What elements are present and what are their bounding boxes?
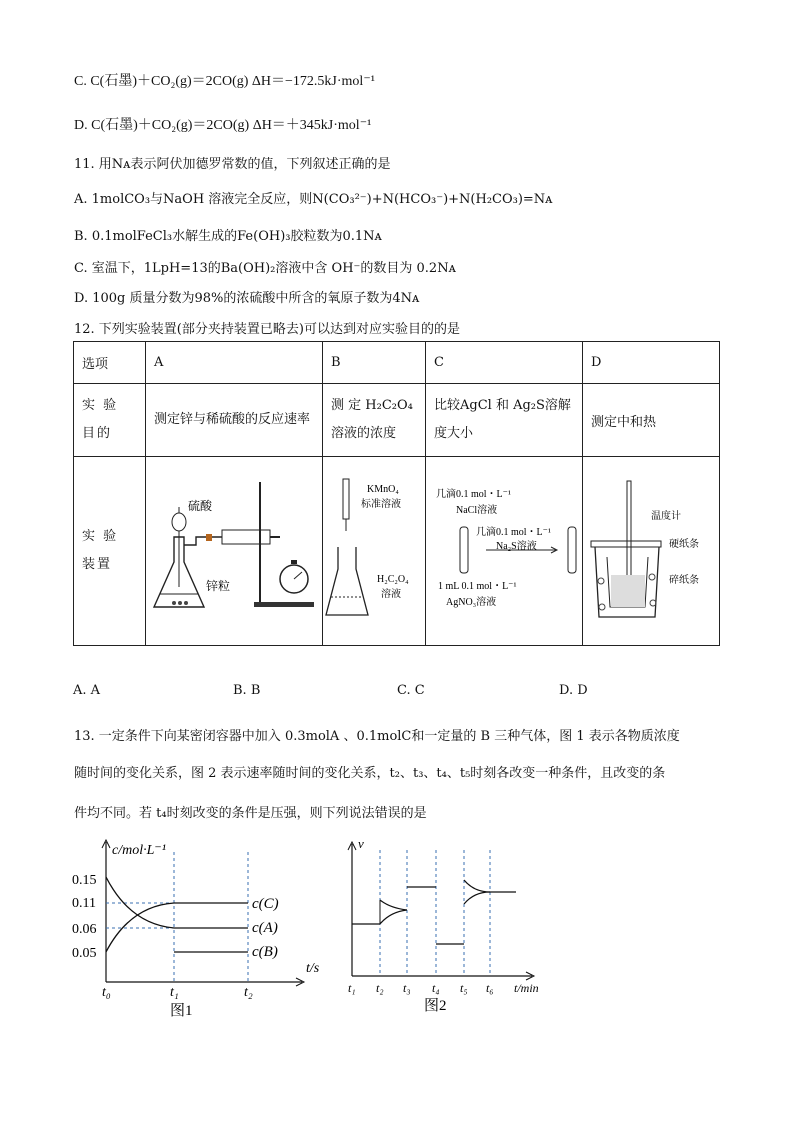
header-cell: D xyxy=(583,342,720,384)
fig2-xtick: t₄ xyxy=(432,981,440,995)
option-b[interactable]: B. B xyxy=(233,683,261,698)
header-cell: 选项 xyxy=(74,342,146,384)
label-c2: NaCl溶液 xyxy=(456,505,498,516)
q13-line-3: 件均不同。若 t₄时刻改变的条件是压强，则下列说法错误的是 xyxy=(74,806,427,821)
device-b-cell xyxy=(323,457,426,646)
q13-line-2: 随时间的变化关系，图 2 表示速率随时间的变化关系，t₂、t₃、t₄、t₅时刻各改变一种条件，且改变的条 xyxy=(74,766,666,781)
label-thermometer: 温度计 xyxy=(651,511,681,522)
fig2-xtick: t₁ xyxy=(348,981,356,995)
header-cell: A xyxy=(146,342,323,384)
fig1-xtick: t₂ xyxy=(244,985,253,1000)
fig2-xtick: t₂ xyxy=(376,981,384,995)
experiment-table xyxy=(73,341,720,646)
fig1-caption: 图1 xyxy=(170,1003,193,1019)
purpose-row xyxy=(74,384,720,457)
q11-option-c: C. 室温下，1LpH=13的Ba(OH)₂溶液中含 OH⁻的数目为 0.2Nᴀ xyxy=(74,261,456,276)
purpose-c: 比较AgCl 和 Ag₂S溶解度大小 xyxy=(426,384,583,457)
fig1-ytick: 0.11 xyxy=(72,896,96,911)
fig1-xtick: t₁ xyxy=(170,985,179,1000)
label-acid: 硫酸 xyxy=(188,499,213,513)
q11-option-d: D. 100g 质量分数为98%的浓硫酸中所含的氧原子数为4Nᴀ xyxy=(74,291,420,306)
fig2-xtick: t₃ xyxy=(403,981,411,995)
label-scraps: 碎纸条 xyxy=(669,575,699,586)
label-zinc: 锌粒 xyxy=(206,579,231,593)
series-label: c(B) xyxy=(252,944,278,960)
q10-option-c: C. C(石墨)＋CO₂(g)＝2CO(g) ΔH＝−172.5kJ·mol⁻¹ xyxy=(74,74,375,89)
fig2-caption: 图2 xyxy=(424,998,447,1014)
label-kmno4: KMnO₄ xyxy=(367,484,399,495)
label-c3: 几滴0.1 mol・L⁻¹ xyxy=(476,527,551,538)
purpose-label: 实 验 目的 xyxy=(74,384,146,457)
device-label: 实 验 装置 xyxy=(74,457,146,646)
label-c5: 1 mL 0.1 mol・L⁻¹ xyxy=(438,581,517,592)
q13-line-1: 13. 一定条件下向某密闭容器中加入 0.3molA 、0.1molC和一定量的 B 三种气体，图 1 表示各物质浓度 xyxy=(74,729,680,744)
label-c4: Na₂S溶液 xyxy=(496,541,537,552)
series-label: c(A) xyxy=(252,920,278,936)
device-c-cell xyxy=(426,457,583,646)
q11-stem: 11. 用Nᴀ表示阿伏加德罗常数的值，下列叙述正确的是 xyxy=(74,157,391,172)
fig2-xunit: t/min xyxy=(514,981,539,995)
option-c[interactable]: C. C xyxy=(397,683,425,698)
q12-stem: 12. 下列实验装置(部分夹持装置已略去)可以达到对应实验目的的是 xyxy=(74,322,460,337)
header-cell: B xyxy=(323,342,426,384)
fig1-xunit: t/s xyxy=(306,961,320,976)
q11-option-b: B. 0.1molFeCl₃水解生成的Fe(OH)₃胶粒数为0.1Nᴀ xyxy=(74,229,382,244)
header-cell: C xyxy=(426,342,583,384)
q11-option-a: A. 1molCO₃与NaOH 溶液完全反应，则N(CO₃²⁻)+N(HCO₃⁻)+N(H₂CO₃)=Nᴀ xyxy=(74,192,553,207)
fig1-xtick: t₀ xyxy=(102,985,111,1000)
fig1-ytick: 0.15 xyxy=(72,873,97,888)
table-header-row xyxy=(74,342,720,384)
option-d[interactable]: D. D xyxy=(559,683,588,698)
series-label: c(C) xyxy=(252,896,279,912)
device-a-cell xyxy=(146,457,323,646)
apparatus-d-figure xyxy=(583,457,719,641)
fig2-ylabel: v xyxy=(358,836,364,851)
fig1-ytick: 0.05 xyxy=(72,946,97,961)
purpose-b: 测 定 H₂C₂O₄ 溶液的浓度 xyxy=(323,384,426,457)
purpose-d: 测定中和热 xyxy=(583,384,720,457)
q12-options xyxy=(73,683,733,703)
figure-2-rate-chart xyxy=(340,836,560,1016)
q10-option-d: D. C(石墨)＋CO₂(g)＝2CO(g) ΔH＝＋345kJ·mol⁻¹ xyxy=(74,118,372,133)
label-c6: AgNO₃溶液 xyxy=(446,597,497,608)
device-d-cell xyxy=(583,457,720,646)
label-board: 硬纸条 xyxy=(669,539,699,550)
device-row xyxy=(74,457,720,646)
apparatus-a-figure xyxy=(146,457,322,641)
apparatus-c-figure xyxy=(426,457,582,641)
fig2-xtick: t₅ xyxy=(460,981,468,995)
option-a[interactable]: A. A xyxy=(73,683,101,698)
label-h2c2o4: H₂C₂O₄ xyxy=(377,574,409,585)
figure-1-concentration-chart xyxy=(70,832,340,1022)
fig2-xtick: t₆ xyxy=(486,981,494,995)
fig1-ytick: 0.06 xyxy=(72,922,97,937)
fig1-ylabel: c/mol·L⁻¹ xyxy=(112,843,166,858)
label-std: 标准溶液 xyxy=(361,499,401,510)
purpose-a: 测定锌与稀硫酸的反应速率 xyxy=(146,384,323,457)
label-c1: 几滴0.1 mol・L⁻¹ xyxy=(436,489,511,500)
apparatus-b-figure xyxy=(323,457,425,641)
label-sol: 溶液 xyxy=(381,589,401,600)
